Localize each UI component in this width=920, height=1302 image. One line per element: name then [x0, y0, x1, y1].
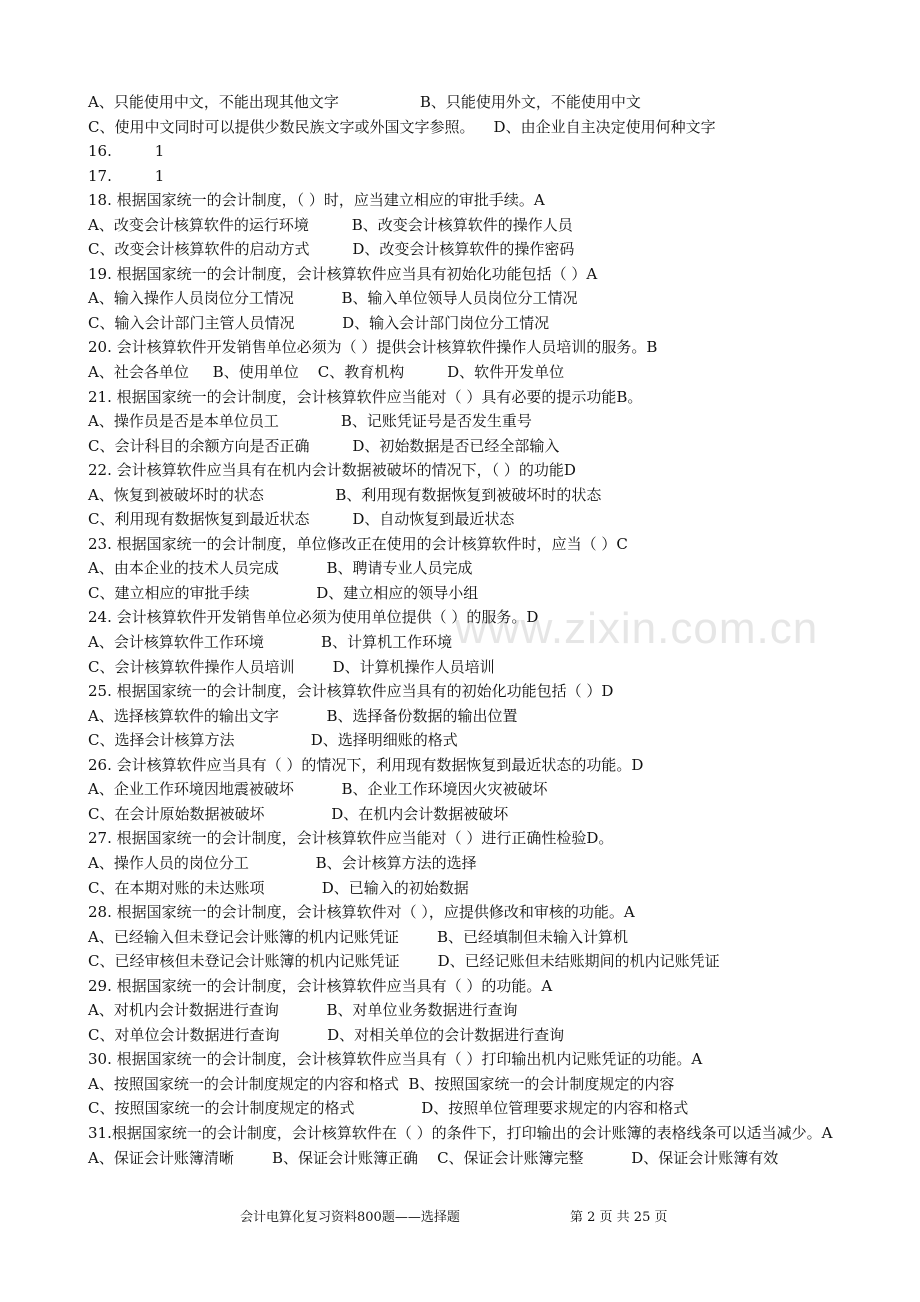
- text-line: 19. 根据国家统一的会计制度，会计核算软件应当具有初始化功能包括（ ）A: [88, 264, 598, 283]
- footer-page-number: 第 2 页 共 25 页: [570, 1210, 668, 1225]
- text-line: A、输入操作人员岗位分工情况 B、输入单位领导人员岗位分工情况: [88, 289, 578, 308]
- text-line: A、企业工作环境因地震被破坏 B、企业工作环境因火灾被破坏: [88, 780, 548, 799]
- text-line: 22. 会计核算软件应当具有在机内会计数据被破坏的情况下，（ ）的功能D: [88, 461, 576, 480]
- text-line: C、改变会计核算软件的启动方式 D、改变会计核算软件的操作密码: [88, 240, 575, 259]
- text-line: C、会计科目的余额方向是否正确 D、初始数据是否已经全部输入: [88, 436, 560, 455]
- text-line: 18. 根据国家统一的会计制度，（ ）时，应当建立相应的审批手续。A: [88, 191, 545, 210]
- text-line: A、对机内会计数据进行查询 B、对单位业务数据进行查询: [88, 1001, 518, 1020]
- question-list: [88, 90, 848, 1170]
- text-line: 30. 根据国家统一的会计制度，会计核算软件应当具有（ ）打印输出机内记账凭证的功能。A: [88, 1050, 703, 1069]
- text-line: 24. 会计核算软件开发销售单位必须为使用单位提供（ ）的服务。D: [88, 608, 539, 627]
- text-line: 27. 根据国家统一的会计制度，会计核算软件应当能对（ ）进行正确性检验D。: [88, 829, 614, 848]
- page-footer: [0, 1206, 920, 1230]
- text-line: 28. 根据国家统一的会计制度，会计核算软件对（ ），应提供修改和审核的功能。A: [88, 903, 635, 922]
- text-line: C、利用现有数据恢复到最近状态 D、自动恢复到最近状态: [88, 510, 515, 529]
- text-line: A、由本企业的技术人员完成 B、聘请专业人员完成: [88, 559, 473, 578]
- text-line: A、改变会计核算软件的运行环境 B、改变会计核算软件的操作人员: [88, 215, 573, 234]
- text-line: C、在会计原始数据被破坏 D、在机内会计数据被破坏: [88, 804, 509, 823]
- text-line: 26. 会计核算软件应当具有（ ）的情况下，利用现有数据恢复到最近状态的功能。D: [88, 755, 644, 774]
- watermark: www.zixin.com.cn: [455, 604, 819, 653]
- text-line: A、选择核算软件的输出文字 B、选择备份数据的输出位置: [88, 706, 518, 725]
- text-line: A、恢复到被破坏时的状态 B、利用现有数据恢复到被破坏时的状态: [88, 485, 602, 504]
- text-line: C、使用中文同时可以提供少数民族文字或外国文字参照。 D、由企业自主决定使用何种文字: [88, 117, 716, 136]
- text-line: A、只能使用中文，不能出现其他文字 B、只能使用外文，不能使用中文: [88, 93, 641, 111]
- text-line: C、对单位会计数据进行查询 D、对相关单位的会计数据进行查询: [88, 1025, 565, 1044]
- text-line: C、输入会计部门主管人员情况 D、输入会计部门岗位分工情况: [88, 313, 550, 332]
- text-line: 29. 根据国家统一的会计制度，会计核算软件应当具有（ ）的功能。A: [88, 976, 553, 995]
- text-line: C、按照国家统一的会计制度规定的格式 D、按照单位管理要求规定的内容和格式: [88, 1099, 689, 1118]
- text-line: 20. 会计核算软件开发销售单位必须为（ ）提供会计核算软件操作人员培训的服务。B: [88, 338, 658, 357]
- text-line: 16. 1: [88, 142, 165, 161]
- text-line: 17. 1: [88, 166, 165, 185]
- text-line: 21. 根据国家统一的会计制度，会计核算软件应当能对（ ）具有必要的提示功能B。: [88, 387, 643, 406]
- text-line: C、已经审核但未登记会计账簿的机内记账凭证 D、已经记账但未结账期间的机内记账凭证: [88, 952, 720, 971]
- footer-title: 会计电算化复习资料800题——选择题: [240, 1210, 460, 1225]
- text-line: A、已经输入但未登记会计账簿的机内记账凭证 B、已经填制但未输入计算机: [88, 927, 629, 946]
- question-31: 31.根据国家统一的会计制度，会计核算软件在（ ）的条件下，打印输出的会计账簿的表格线条可以适当减少。A: [88, 1123, 833, 1142]
- text-line: A、会计核算软件工作环境 B、计算机工作环境: [88, 633, 453, 652]
- text-line: A、操作人员的岗位分工 B、会计核算方法的选择: [88, 853, 477, 872]
- text-line: C、选择会计核算方法 D、选择明细账的格式: [88, 731, 458, 750]
- text-line: A、按照国家统一的会计制度规定的内容和格式 B、按照国家统一的会计制度规定的内容: [88, 1074, 675, 1093]
- text-line: A、操作员是否是本单位员工 B、记账凭证号是否发生重号: [88, 412, 532, 431]
- question-31-options: A、保证会计账簿清晰 B、保证会计账簿正确 C、保证会计账簿完整 D、保证会计账簿有效: [88, 1148, 779, 1167]
- text-line: C、在本期对账的未达账项 D、已输入的初始数据: [88, 878, 469, 897]
- text-line: C、会计核算软件操作人员培训 D、计算机操作人员培训: [88, 657, 495, 676]
- text-line: 25. 根据国家统一的会计制度，会计核算软件应当具有的初始化功能包括（ ）D: [88, 682, 614, 701]
- text-line: C、建立相应的审批手续 D、建立相应的领导小组: [88, 583, 479, 602]
- text-line: 23. 根据国家统一的会计制度，单位修改正在使用的会计核算软件时，应当（ ）C: [88, 534, 628, 553]
- text-line: A、社会各单位 B、使用单位 C、教育机构 D、软件开发单位: [88, 363, 565, 382]
